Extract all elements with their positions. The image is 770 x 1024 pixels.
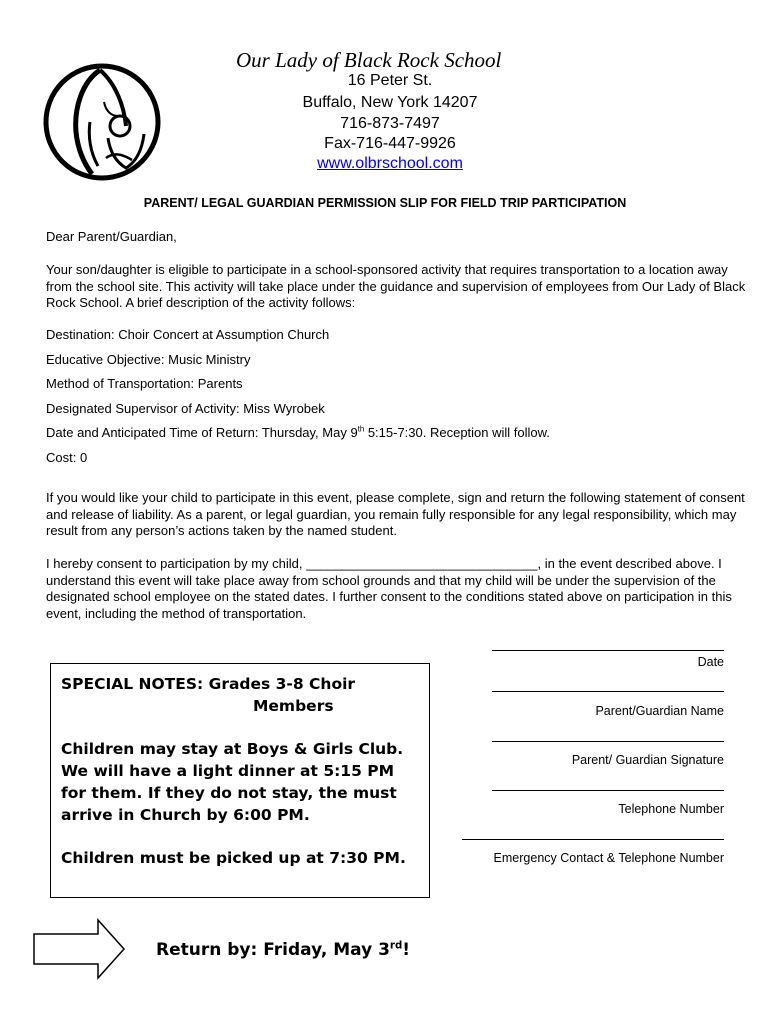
return-time-sup: th [357,424,365,434]
consent-paragraph: I hereby consent to participation by my child, ________________________________, in the event described above. I understand this event will take place away from school grounds and that my child will be under the supervision of the designated school employee on the stated dates. I further consent to the conditions stated above on participation in this event, including the method of transportation. [46,556,732,621]
special-notes-box [50,663,430,898]
guardian-name-line[interactable] [492,691,724,692]
special-notes-pickup: Children must be picked up at 7:30 PM. [61,849,406,867]
salutation: Dear Parent/Guardian, [46,229,177,244]
return-by-suffix: ! [402,940,411,960]
special-notes-line: Children may stay at Boys & Girls Club. [61,740,404,758]
guardian-name-label: Parent/Guardian Name [595,704,724,718]
return-time-suffix: 5:15-7:30. Reception will follow. [364,425,550,440]
telephone-line[interactable] [492,790,724,791]
return-by-note [156,940,410,960]
address-city: Buffalo, New York 14207 [302,94,478,111]
fax-number: Fax-716-447-9926 [324,135,456,152]
special-notes-line: arrive in Church by 6:00 PM. [61,806,310,824]
transportation-line: Method of Transportation: Parents [46,376,243,391]
phone-number: 716-873-7497 [340,115,440,132]
cost-line: Cost: 0 [46,450,88,465]
return-time-line [46,425,550,442]
school-name: Our Lady of Black Rock School [236,48,502,72]
emergency-contact-line[interactable] [462,839,724,840]
telephone-label: Telephone Number [618,802,724,816]
return-by-sup: rd [389,940,403,952]
intro-paragraph: Your son/daughter is eligible to participate in a school-sponsored activity that requires transportation to a location away from the school site. This activity will take place under the guidance and supervision of employees from Our Lady of Black Rock School. A brief description of the activity follows: [46,262,746,310]
return-time-prefix: Date and Anticipated Time of Return: Thursday, May 9 [46,425,358,440]
guardian-signature-label: Parent/ Guardian Signature [571,753,724,767]
special-notes-line: for them. If they do not stay, the must [61,784,397,802]
address-street: 16 Peter St. [347,72,433,89]
return-by-prefix: Return by: Friday, May 3 [156,940,390,960]
form-title: PARENT/ LEGAL GUARDIAN PERMISSION SLIP FOR FIELD TRIP PARTICIPATION [143,196,627,210]
special-notes-line: We will have a light dinner at 5:15 PM [61,762,395,780]
emergency-contact-label: Emergency Contact & Telephone Number [493,851,724,865]
special-notes-members: Members [253,697,334,715]
guardian-signature-line[interactable] [492,741,724,742]
arrow-right-icon [32,918,126,980]
objective-line: Educative Objective: Music Ministry [46,352,251,367]
website-link[interactable]: www.olbrschool.com [317,155,463,172]
date-signature-line[interactable] [492,650,724,651]
special-notes-heading: SPECIAL NOTES: Grades 3-8 Choir [61,675,356,693]
participation-paragraph: If you would like your child to participate in this event, please complete, sign and return the following statement of consent and release of liability. As a parent, or legal guardian, you remain fully responsible for any legal responsibility, which may result from any person’s actions taken by the named student. [46,490,745,538]
date-label: Date [697,655,724,669]
supervisor-line: Designated Supervisor of Activity: Miss Wyrobek [46,401,325,416]
destination-line: Destination: Choir Concert at Assumption Church [46,327,330,342]
